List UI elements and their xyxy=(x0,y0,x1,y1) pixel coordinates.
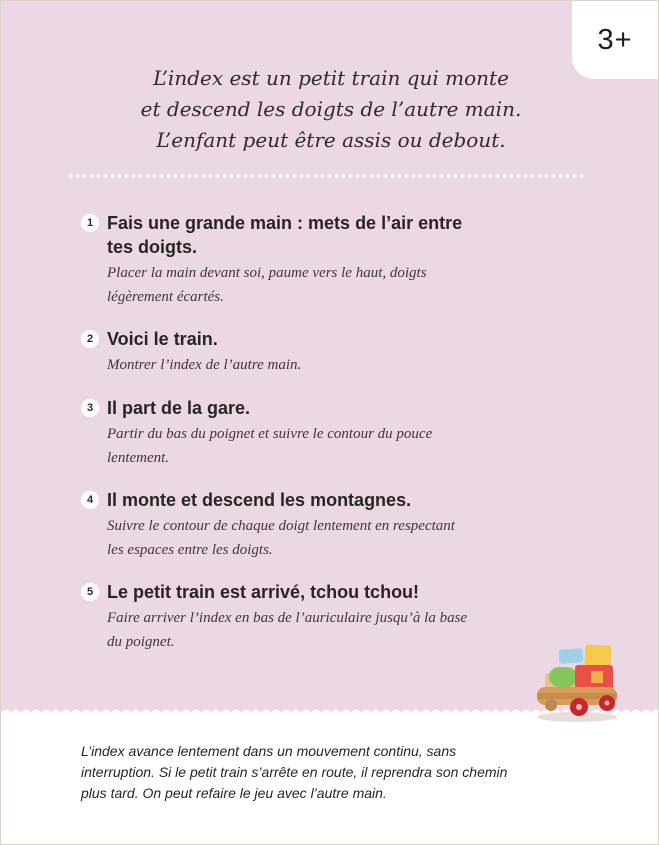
step-5 xyxy=(81,580,551,654)
intro-line: L’index est un petit train qui monte xyxy=(153,66,509,90)
step-title-line: Il part de la gare. xyxy=(107,398,251,418)
step-title xyxy=(107,580,551,604)
step-title-line: Voici le train. xyxy=(107,329,218,349)
step-desc-line: les espaces entre les doigts. xyxy=(107,542,273,558)
toy-train-icon xyxy=(529,641,619,723)
footer-line: interruption. Si le petit train s’arrête en route, il reprendra son chemin xyxy=(81,764,508,780)
step-desc-line: lentement. xyxy=(107,450,170,466)
step-desc-line: légèrement écartés. xyxy=(107,289,224,305)
age-badge: 3+ xyxy=(572,1,658,79)
step-description xyxy=(107,606,551,654)
step-1 xyxy=(81,211,551,309)
step-title-line: Il monte et descend les montagnes. xyxy=(107,490,412,510)
step-title xyxy=(107,488,551,512)
step-description xyxy=(107,353,551,377)
step-description xyxy=(107,422,551,470)
footer-note xyxy=(81,741,561,804)
step-description xyxy=(107,514,551,562)
step-3 xyxy=(81,396,551,470)
step-desc-line: Placer la main devant soi, paume vers le haut, doigts xyxy=(107,265,427,281)
intro-line: et descend les doigts de l’autre main. xyxy=(140,97,522,121)
step-title xyxy=(107,211,551,259)
step-number: 2 xyxy=(81,330,99,348)
dotted-divider xyxy=(67,174,587,178)
step-description xyxy=(107,261,551,309)
step-desc-line: Partir du bas du poignet et suivre le contour du pouce xyxy=(107,426,433,442)
step-number: 4 xyxy=(81,491,99,509)
intro-line: L’enfant peut être assis ou debout. xyxy=(156,128,506,152)
step-title-line: tes doigts. xyxy=(107,237,198,257)
step-4 xyxy=(81,488,551,562)
step-desc-line: Suivre le contour de chaque doigt lentement en respectant xyxy=(107,518,455,534)
step-desc-line: Montrer l’index de l’autre main. xyxy=(107,357,302,373)
step-number: 3 xyxy=(81,399,99,417)
footer-line: plus tard. On peut refaire le jeu avec l’autre main. xyxy=(81,785,387,801)
step-title-line: Le petit train est arrivé, tchou tchou! xyxy=(107,582,420,602)
step-desc-line: du poignet. xyxy=(107,634,175,650)
step-title xyxy=(107,327,551,351)
step-2 xyxy=(81,327,551,377)
step-desc-line: Faire arriver l’index en bas de l’auriculaire jusqu’à la base xyxy=(107,610,468,626)
footer-line: L’index avance lentement dans un mouvement continu, sans xyxy=(81,743,457,759)
step-title-line: Fais une grande main : mets de l’air entre xyxy=(107,213,463,233)
step-number: 5 xyxy=(81,583,99,601)
step-number: 1 xyxy=(81,214,99,232)
steps-list xyxy=(81,211,551,654)
intro-text xyxy=(61,63,601,156)
step-title xyxy=(107,396,551,420)
